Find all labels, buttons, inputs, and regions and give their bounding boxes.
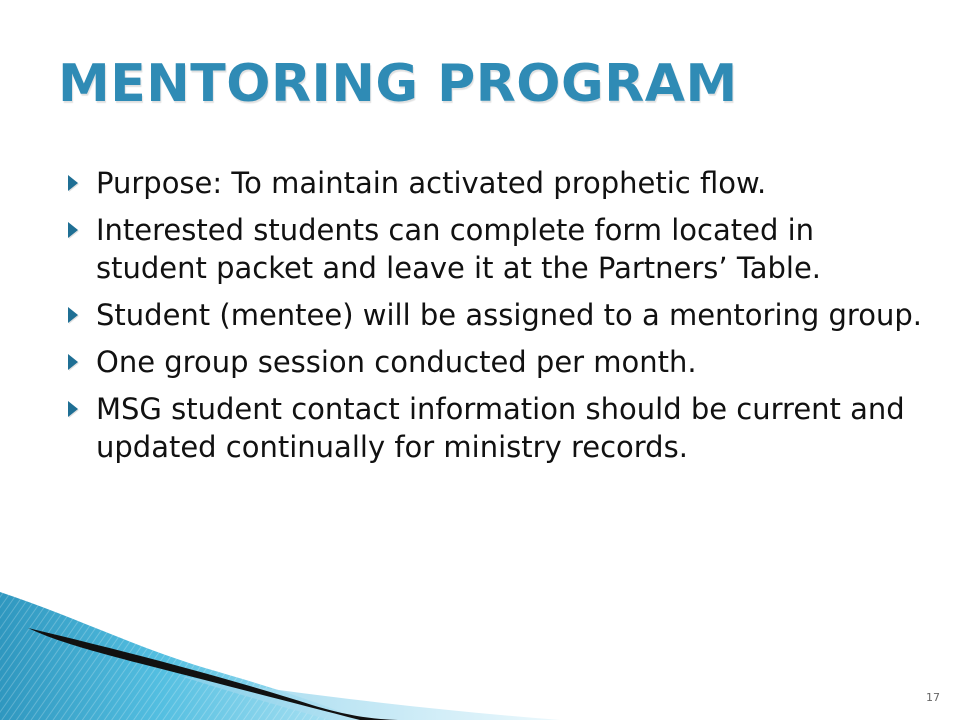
bullet-text: Interested students can complete form located in student packet and leave it at the Partners’ Table.	[96, 213, 822, 285]
triangle-right-icon	[68, 222, 78, 238]
bullet-item-contact	[66, 390, 926, 466]
bullet-item-session	[66, 343, 926, 381]
bullet-text: Student (mentee) will be assigned to a mentoring group.	[96, 298, 922, 332]
bullet-item-group	[66, 296, 926, 334]
triangle-right-icon	[68, 354, 78, 370]
bullet-list	[66, 164, 926, 475]
light-wave-shape	[180, 676, 560, 720]
triangle-right-icon	[68, 307, 78, 323]
bullet-text: One group session conducted per month.	[96, 345, 697, 379]
triangle-right-icon	[68, 175, 78, 191]
triangle-right-icon	[68, 401, 78, 417]
bullet-item-purpose	[66, 164, 926, 202]
blue-wave-shape	[0, 592, 360, 720]
bullet-item-form	[66, 211, 926, 287]
dark-swoosh-shape	[28, 628, 398, 720]
slide-title: MENTORING PROGRAM	[58, 54, 738, 114]
bullet-text: MSG student contact information should be current and updated continually for ministry records.	[96, 392, 905, 464]
page-number: 17	[926, 691, 940, 704]
bullet-text: Purpose: To maintain activated prophetic flow.	[96, 166, 767, 200]
blue-wave-texture	[0, 592, 360, 720]
